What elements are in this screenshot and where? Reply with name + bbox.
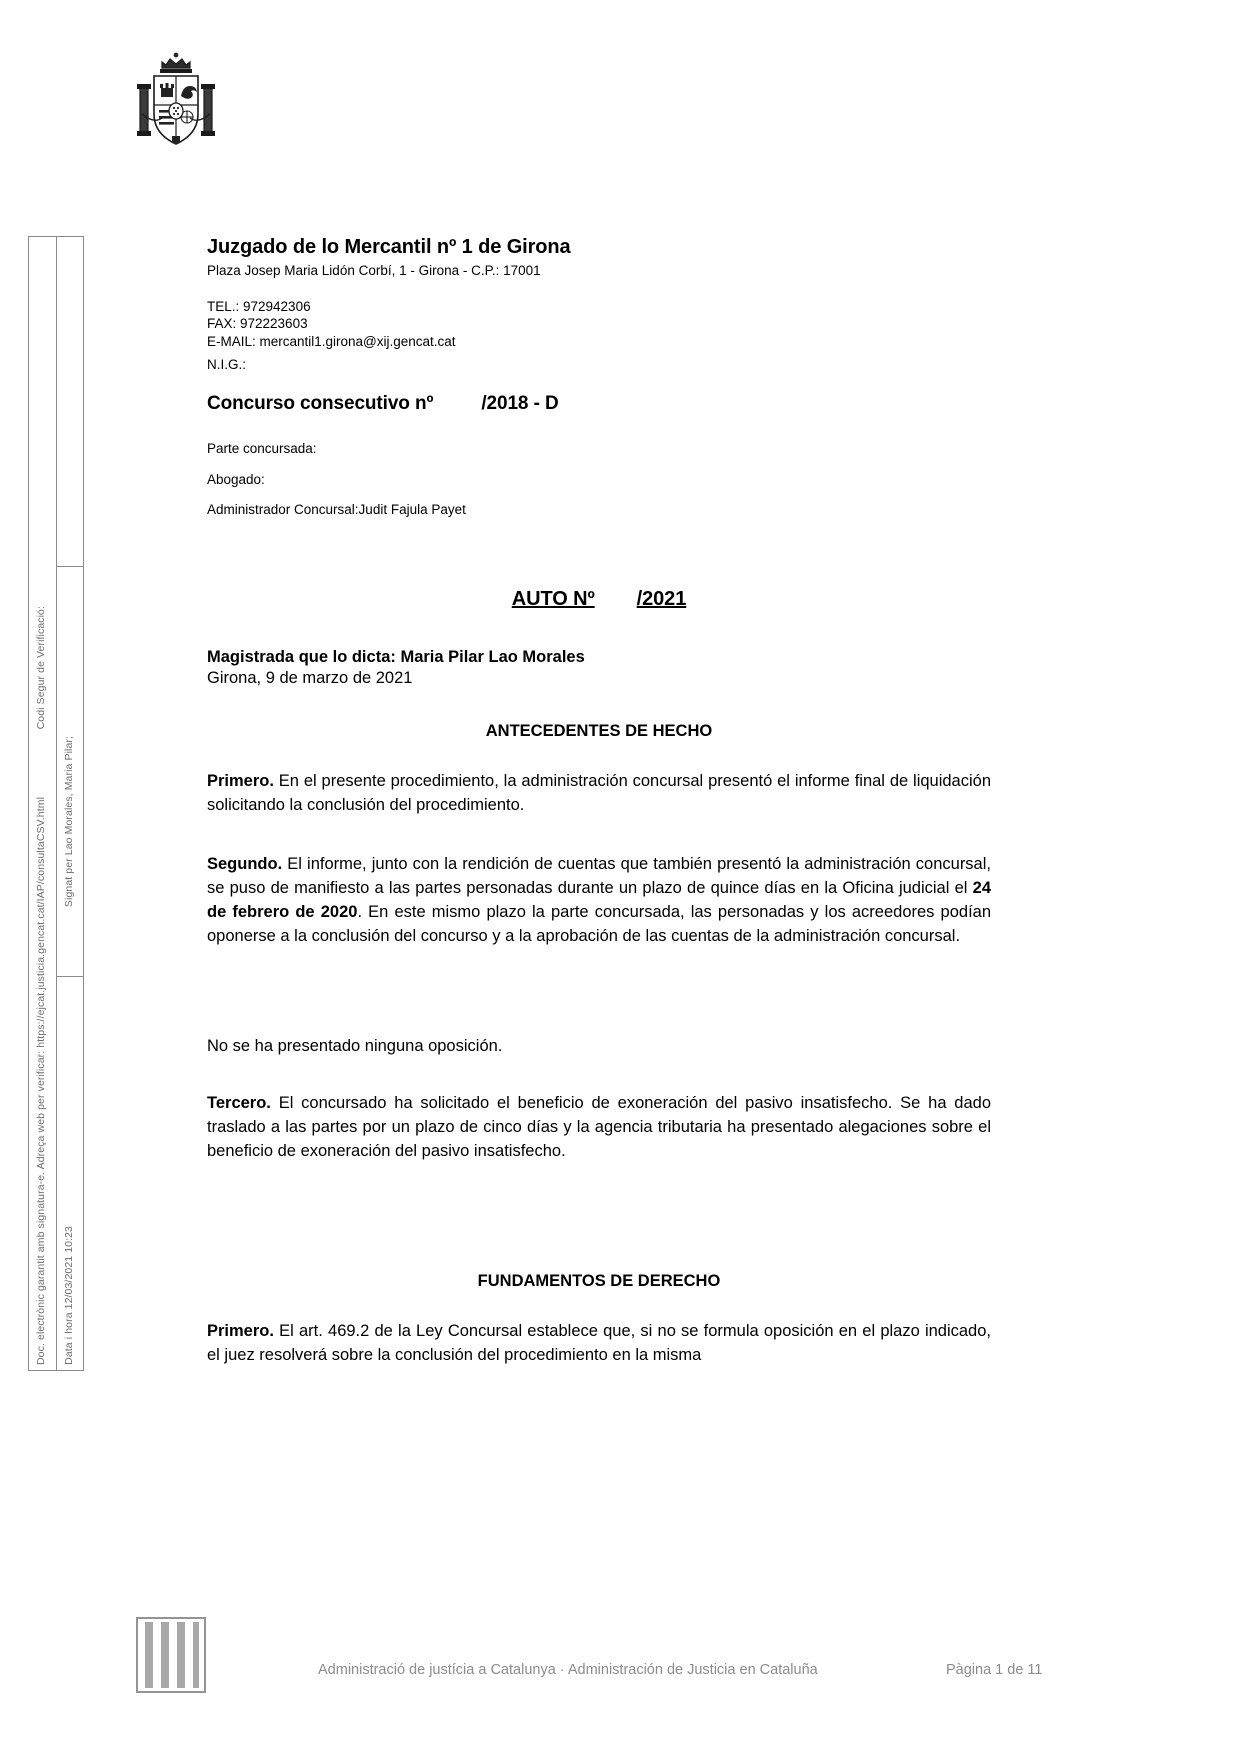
antecedentes-heading: ANTECEDENTES DE HECHO [485,722,713,740]
antecedentes-tercero-label: Tercero. [207,1094,271,1112]
fundamentos-primero [207,1320,991,1368]
csv-verification-strip [28,236,84,1371]
antecedentes-primero [207,770,991,818]
court-email: E-MAIL: mercantil1.girona@xij.gencat.cat [207,333,456,349]
footer-page-number: Pàgina 1 de 11 [946,1662,1043,1678]
antecedentes-segundo [207,853,991,949]
antecedentes-segundo-date: 24 de febrero de 2020 [207,878,991,921]
page-footer [0,1604,1241,1754]
administrador-concursal: Administrador Concursal:Judit Fajula Payet [207,502,466,517]
csv-divider-tick-bottom [56,976,84,977]
fundamentos-primero-text: El art. 469.2 de la Ley Concursal establece que, si no se formula oposición en el plazo indicado, el juez resolverá sobre la conclusión del procedimiento en la misma [207,1322,991,1364]
parte-concursada-label: Parte concursada: [207,441,317,456]
court-fax: FAX: 972223603 [207,316,308,332]
antecedentes-segundo-text-a: El informe, junto con la rendición de cuentas que también presentó la administración concursal, se puso de manifiesto a las partes personadas durante un plazo de quince días en la Oficina judicial el [207,855,991,897]
court-address: Plaza Josep Maria Lidón Corbí, 1 - Girona - C.P.: 17001 [207,263,541,278]
fundamentos-primero-label: Primero. [207,1322,274,1340]
fundamentos-heading: FUNDAMENTOS DE DERECHO [477,1272,721,1290]
court-name: Juzgado de lo Mercantil nº 1 de Girona [207,236,571,258]
csv-date-time: Data i hora 12/03/2021 10:23 [63,1226,75,1365]
court-telephone: TEL.: 972942306 [207,299,311,314]
auto-heading [207,588,991,611]
antecedentes-tercero-text: El concursado ha solicitado el beneficio de exoneración del pasivo insatisfecho. Se ha dado traslado a las partes por un plazo de cinco días y la agencia tributaria ha presentado alegaciones sobre el beneficio de exoneración del pasivo insatisfecho. [207,1094,991,1160]
antecedentes-segundo-label: Segundo. [207,855,283,873]
spain-coat-of-arms [128,48,224,158]
nig-label: N.I.G.: [207,357,247,372]
case-type-label: Concurso consecutivo nº [207,393,434,414]
catalonia-flag-logo [135,1616,207,1694]
antecedentes-sin-oposicion: No se ha presentado ninguna oposición. [207,1037,503,1055]
csv-doc-verification-url: Doc. electrònic garantit amb signatura-e. Adreça web per verificar: https://ejcat.justicia.gencat.cat/IAP/consultaCSV.html [35,797,47,1365]
antecedentes-segundo-text-b: . En este mismo plazo la parte concursada, las personadas y los acreedores podían oponerse a la conclusión del concurso y a la aprobación de las cuentas de la administración concursal. [207,902,992,945]
csv-signed-by: Signat per Lao Morales, Maria Pilar; [63,736,75,908]
abogado-label: Abogado: [207,472,265,487]
magistrate-line: Magistrada que lo dicta: Maria Pilar Lao Morales [207,648,585,666]
case-number-value: /2018 - D [481,393,559,414]
auto-number-value: /2021 [636,588,687,610]
csv-code-label: Codi Segur de Verificació: [35,606,47,730]
csv-divider-tick-top [56,566,84,567]
auto-label: AUTO Nº [511,588,595,610]
antecedentes-primero-label: Primero. [207,772,274,790]
case-number-line [207,393,991,415]
antecedentes-tercero [207,1092,991,1164]
place-and-date: Girona, 9 de marzo de 2021 [207,669,413,687]
footer-administration-text: Administració de justícia a Catalunya · Administración de Justicia en Cataluña [318,1662,818,1678]
antecedentes-primero-text: En el presente procedimiento, la administración concursal presentó el informe final de liquidación solicitando la conclusión del procedimiento. [207,772,991,814]
